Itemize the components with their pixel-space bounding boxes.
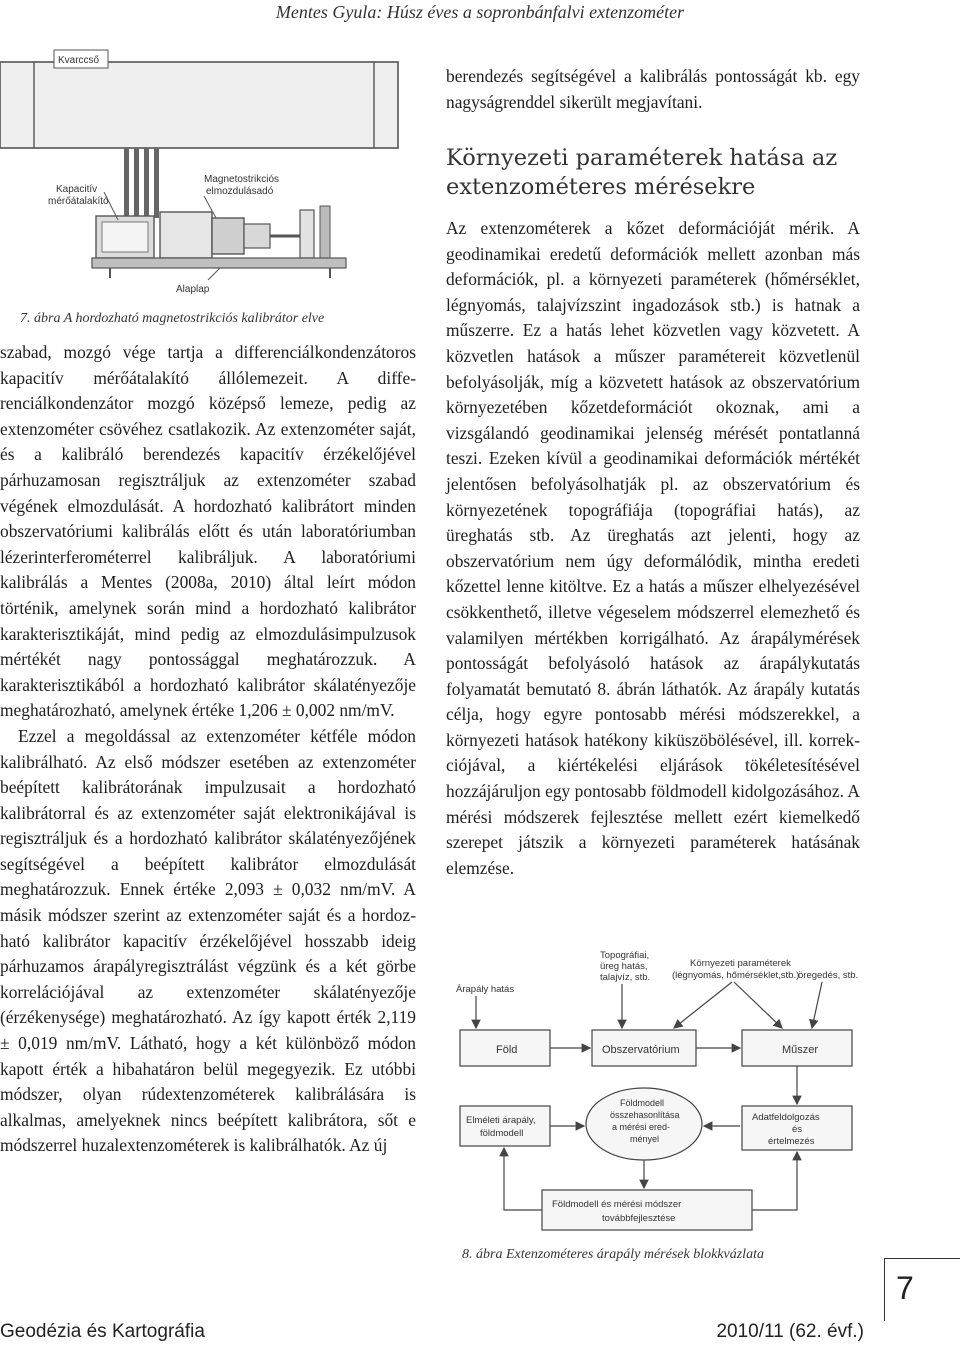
ellipse-compare-1: Földmodell <box>620 1098 665 1108</box>
label-kvarccso: Kvarccső <box>58 55 100 66</box>
right-top-paragraph: berendezés segítségével a kalibrálás pontosságát kb. egy nagyságrenddel sikerült megjavítani. <box>446 66 860 112</box>
label-magneto-2: elmozdulásadó <box>206 186 274 197</box>
right-column-top <box>446 64 860 115</box>
left-paragraph-1: szabad, mozgó vége tartja a differenciálkondenzátoros kapacitív mérőátalakító állólemezeit. A differenciálkondenzátor mozgó középső lemeze, pedig az extenzométer csövéhez csatlakozik. Az extenzométer saját, és a kalibráló berendezés kapacitív érzékelőjével párhuzamosan regisztráljuk az extenzométer szabad végének elmozdulását. A hordozható kalibrátort minden obszervatóriumi kalibrálás előtt és után laboratóriumban lézerinterferométerrel kalibráljuk. A laboratóriumi kalibrálás a Mentes (2008a, 2010) által leírt módon történik, amelynek során mind a hordozható kalibrátor karakterisztikáját, mind pedig az elmozdulásimpulzusok mértékét nagy pontossággal meghatározzuk. A karakterisztikából a hordozható kalibrátor skálatényezője meghatározható, amelynek értéke 1,206 ± 0,002 nm/mV. <box>0 342 416 721</box>
ellipse-compare-4: ményel <box>630 1134 660 1144</box>
footer-journal: Geodézia és Kartográfia <box>0 1321 205 1342</box>
box-dev-1: Földmodell és mérési módszer <box>552 1199 682 1210</box>
running-head: Mentes Gyula: Húsz éves a sopronbánfalvi extenzométer <box>275 2 685 22</box>
label-base: Alaplap <box>176 284 210 295</box>
label-tide: Árapály hatás <box>456 984 515 995</box>
label-magneto-1: Magnetostrikciós <box>204 174 280 185</box>
label-capacitive-2: mérőátalakító <box>48 196 109 207</box>
box-theory-1: Elméleti árapály, <box>466 1115 536 1126</box>
figure-7-caption: 7. ábra A hordozható magnetostrikciós kalibrátor elve <box>20 311 325 326</box>
label-env-1: Környezeti paraméterek <box>690 958 791 969</box>
figure-8-block-diagram <box>452 946 864 1238</box>
box-instrument: Műszer <box>782 1044 819 1056</box>
figure-7-diagram <box>0 20 410 305</box>
left-paragraph-2: Ezzel a megoldással az extenzométer kétféle módon kalibrálható. Az első módszer esetében az extenzométer beépített kalibrátorának impulzusait a hordozható kalibrátorral és az extenzométer saját elektronikájával is regisztráljuk és a hordozható kalibrátor skálatényezőjének segítségével a beépített kalibrátor elmozdulását meghatározzuk. Ennek értéke 2,093 ± 0,032 nm/mV. A másik módszer szerint az extenzométer saját és a hordozható kalibrátor kapacitív érzékelőjével hosszabb ideig párhuzamos árapályregisztrálást végzünk és a két görbe korrelációjával az extenzométer skálatényezője (érzékenysége) meghatározható. Az így kapott érték 2,119 ± 0,019 nm/mV. Látható, hogy a két különböző módon kapott érték a hibahatáron belül megegyezik. Ez utóbbi módszer, olyan rúdextenzométerek kalibrálására is alkalmas, amelyeknek nincs beépített kalibrátora, sőt e módszerrel huzalextenzométerek is kalibrálhatók. Az új <box>0 725 416 1156</box>
label-aging: öregedés, stb. <box>798 970 859 981</box>
label-topo-2: üreg hatás, <box>600 961 648 972</box>
label-env-2: (légnyomás, hőmérséklet,stb.) <box>672 970 800 981</box>
box-earth: Föld <box>496 1044 518 1056</box>
figure-8-caption: 8. ábra Extenzométeres árapály mérések blokkvázlata <box>462 1247 764 1262</box>
label-topo-1: Topográfiai, <box>600 950 650 961</box>
box-observatory: Obszervatórium <box>602 1044 680 1056</box>
label-capacitive-1: Kapacitív <box>56 184 98 195</box>
page-number: 7 <box>896 1270 914 1306</box>
right-column <box>446 216 860 881</box>
right-paragraph: Az extenzométerek a kőzet deformációját mérik. A geodinamikai eredetű deformációk mellett azonban más deformációk, pl. a környezeti paraméterek (hőmérséklet, légnyomás, talajvízszint ingadozások stb.) is hatnak a műszerre. Ez a hatás lehet közvetlen vagy közvetett. A közvetlen hatások a műszer paramétereit közvetlenül befolyásolják, míg a közvetett hatások az obszervatórium környezetében kőzetdeformációt okoznak, ami a vizsgálandó geodinamikai jelenség mérését pontatlanná teszi. Ezeken kívül a geodinamikai deformációk mértékét jelentősen befolyásolhatják pl. az obszervatórium és környezetének topográfiája (topográfiai hatás), az üreghatás stb. Az üreghatás azt jelenti, hogy az obszervatórium nem úgy deformálódik, mintha eredeti kőzettel lenne kitöltve. Ez a hatás a műszer elhelyezésével csökkenthető, illetve végeselem módszerrel elemezhető és valamilyen mértékben korrigálható. Az árapálymérések pontosságát befolyásoló hatások az árapálykutatás folyamatát bemutató 8. ábrán láthatók. Az árapály kutatás célja, hogy egyre pontosabb mérési módszerekkel, a környezeti hatások hatékony kiküszöbölésével, ill. korrekciójával, a kiértékelési eljárások tökéletesítésével hozzájáruljon egy pontosabb földmodell kidolgozásához. A mérési módszerek fejlesztése mellett ezért kiemelkedő szerepet játszik a környezeti paraméterek hatásának elemzése. <box>446 218 860 878</box>
box-dev-2: továbbfejlesztése <box>602 1213 676 1224</box>
section-heading: Környezeti paraméterek hatása az extenzométeres mérésekre <box>446 145 838 200</box>
box-data-3: értelmezés <box>768 1136 815 1147</box>
ellipse-compare-2: összehasonlítása <box>610 1110 680 1120</box>
box-data-2: és <box>792 1124 803 1135</box>
footer-issue: 2010/11 (62. évf.) <box>716 1321 864 1342</box>
box-data-1: Adatfeldolgozás <box>752 1112 820 1123</box>
box-theory-2: földmodell <box>480 1128 524 1139</box>
left-column <box>0 340 416 1159</box>
label-topo-3: talajvíz, stb. <box>600 972 651 983</box>
ellipse-compare-3: a mérési ered- <box>612 1122 671 1132</box>
